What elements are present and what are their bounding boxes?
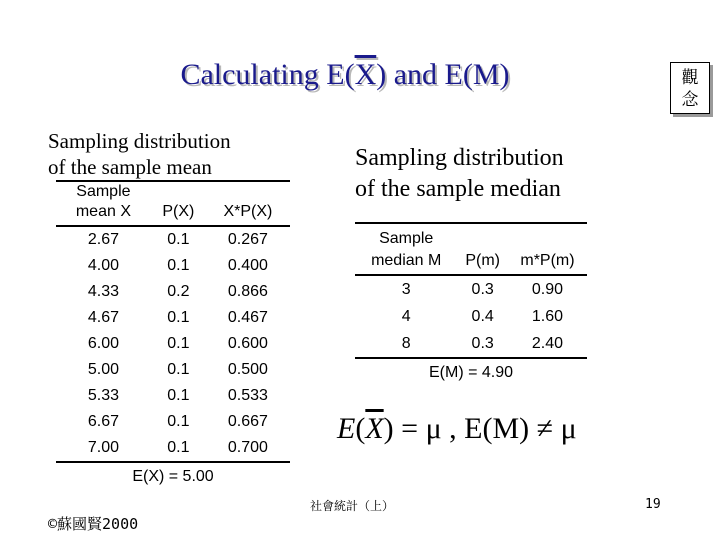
table-cell: 0.667 <box>227 413 268 430</box>
formula-e: E <box>337 412 356 445</box>
sample-mean-caption-line1: Sampling distribution <box>48 129 231 153</box>
table-header <box>206 181 290 202</box>
table-cell: 5.33 <box>87 387 119 404</box>
table-row <box>56 409 290 435</box>
table-cell: 1.60 <box>531 307 564 325</box>
expectation-formula <box>337 412 577 446</box>
title-x-bar: $\overline{X}$ <box>354 58 377 91</box>
table-header: Sample <box>76 183 131 200</box>
sample-mean-table <box>56 180 290 491</box>
table-cell: 2.40 <box>508 330 587 358</box>
table-cell: 5.00 <box>87 361 119 378</box>
table-cell: 0.1 <box>167 361 190 378</box>
table-cell: 0.600 <box>227 335 268 352</box>
slide-title <box>0 58 690 92</box>
expected-mean-total: E(X) = 5.00 <box>132 468 214 485</box>
table-header: P(X) <box>151 202 206 226</box>
table-header: m*P(m) <box>508 250 587 275</box>
badge-char-2: 念 <box>681 90 699 110</box>
table-cell: 0.1 <box>167 257 190 274</box>
sample-median-caption-line1: Sampling distribution <box>355 145 564 171</box>
table-cell: 6.00 <box>87 335 119 352</box>
course-footer: 社會統計（上） <box>310 499 395 513</box>
table-header: Sample <box>379 230 434 247</box>
page-number: 19 <box>645 497 661 512</box>
copyright-notice: ©蘇國賢2000 <box>48 515 139 533</box>
table-cell: 0.90 <box>531 280 564 298</box>
table-cell: 8 <box>355 330 457 358</box>
table-row <box>56 305 290 331</box>
table-cell: 7.00 <box>56 435 151 462</box>
table-cell: 0.3 <box>457 330 508 358</box>
table-row <box>56 253 290 279</box>
formula-rest: = μ , E(M) ≠ μ <box>393 412 577 445</box>
table-cell: 0.4 <box>471 307 494 325</box>
table-header <box>508 223 587 250</box>
badge-char-1: 觀 <box>681 68 699 88</box>
formula-x-bar: $\overline{X}$ <box>365 412 384 445</box>
title-prefix: Calculating E( <box>180 58 355 91</box>
table-row <box>355 330 587 358</box>
table-cell: 6.67 <box>87 413 119 430</box>
table-cell: 0.700 <box>206 435 290 462</box>
table-cell: 0.1 <box>167 335 190 352</box>
table-cell: 4.33 <box>87 283 119 300</box>
table-cell: 0.2 <box>167 283 190 300</box>
table-row <box>355 275 587 303</box>
table-header <box>457 223 508 250</box>
table-row <box>56 357 290 383</box>
table-cell: 0.866 <box>227 283 268 300</box>
title-suffix: ) and E(M) <box>376 58 510 91</box>
table-cell: 0.1 <box>167 231 190 248</box>
table-row <box>56 435 290 462</box>
concept-badge <box>670 62 710 114</box>
table-cell: 0.500 <box>227 361 268 378</box>
table-header: median M <box>355 250 457 275</box>
table-cell: 0.267 <box>227 231 268 248</box>
table-cell: 0.533 <box>227 387 268 404</box>
sample-mean-caption <box>48 128 231 180</box>
sample-mean-caption-line2: of the sample mean <box>48 155 212 179</box>
table-row <box>56 331 290 357</box>
table-row <box>56 226 290 253</box>
table-cell: 0.3 <box>471 280 494 298</box>
formula-close: ) <box>383 412 394 445</box>
table-cell: 3 <box>401 280 411 298</box>
table-cell: 4.67 <box>87 309 119 326</box>
table-row <box>56 279 290 305</box>
table-cell: 0.467 <box>227 309 268 326</box>
table-header: X*P(X) <box>206 202 290 226</box>
table-cell: 4.00 <box>87 257 119 274</box>
table-row <box>56 383 290 409</box>
table-cell: 4 <box>401 307 411 325</box>
sample-median-caption <box>355 143 564 205</box>
table-cell: 0.1 <box>151 435 206 462</box>
sample-median-caption-line2: of the sample median <box>355 176 561 202</box>
table-cell: 2.67 <box>87 231 119 248</box>
table-cell: 0.400 <box>227 257 268 274</box>
table-cell: 0.1 <box>167 413 190 430</box>
table-cell: 0.1 <box>167 309 190 326</box>
table-row <box>355 303 587 330</box>
expected-median-total: E(M) = 4.90 <box>428 364 514 381</box>
table-header: mean X <box>56 202 151 226</box>
table-header <box>151 181 206 202</box>
sample-median-table <box>355 222 587 387</box>
table-header: P(m) <box>457 250 508 275</box>
table-cell: 0.1 <box>167 387 190 404</box>
formula-open: ( <box>355 412 366 445</box>
